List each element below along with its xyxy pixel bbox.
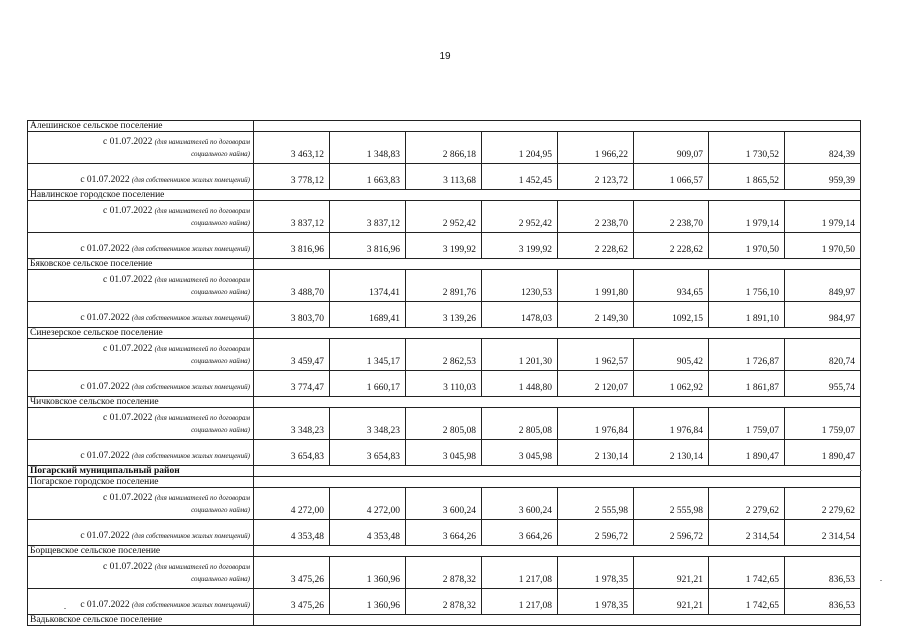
tariff-value-cell: 2 952,42 bbox=[406, 201, 482, 233]
tariff-value-cell: 1 348,83 bbox=[330, 132, 406, 164]
tariff-value-cell: 3 199,92 bbox=[406, 233, 482, 259]
tariff-value-cell: 2 596,72 bbox=[634, 520, 709, 546]
tariff-row bbox=[28, 201, 861, 233]
tariff-value-cell: 2 279,62 bbox=[785, 488, 861, 520]
header-spacer bbox=[254, 466, 861, 477]
tariff-value-cell: 1 756,10 bbox=[709, 270, 785, 302]
category-note: социального найма) bbox=[191, 150, 250, 158]
tariff-value-cell: 2 238,70 bbox=[634, 201, 709, 233]
category-note: социального найма) bbox=[191, 506, 250, 514]
tariff-value-cell: 1 976,84 bbox=[558, 408, 634, 440]
category-note: (для нанимателей по договорам bbox=[154, 414, 250, 422]
tariff-value-cell: 1 976,84 bbox=[634, 408, 709, 440]
tariff-value-cell: 2 862,53 bbox=[406, 339, 482, 371]
category-note: социального найма) bbox=[191, 575, 250, 583]
settlement-name: Вадьковское сельское поселение bbox=[28, 615, 254, 626]
header-spacer bbox=[254, 190, 861, 201]
tariff-value-cell: 909,07 bbox=[634, 132, 709, 164]
category-note: (для собственников жилых помещений) bbox=[131, 314, 250, 322]
tariff-value-cell: 1 204,95 bbox=[482, 132, 558, 164]
tariff-row bbox=[28, 520, 861, 546]
tariff-value-cell: 3 816,96 bbox=[254, 233, 330, 259]
category-note: (для собственников жилых помещений) bbox=[131, 532, 250, 540]
effective-date: с 01.07.2022 bbox=[103, 344, 153, 354]
tariff-value-cell: 1 970,50 bbox=[785, 233, 861, 259]
effective-date: с 01.07.2022 bbox=[103, 137, 153, 147]
tariff-value-cell: 1 360,96 bbox=[330, 589, 406, 615]
tariff-value-cell: 1 726,87 bbox=[709, 339, 785, 371]
tariff-value-cell: 905,42 bbox=[634, 339, 709, 371]
tariff-row bbox=[28, 371, 861, 397]
tariff-value-cell: 1 890,47 bbox=[785, 440, 861, 466]
tariff-value-cell: 2 805,08 bbox=[406, 408, 482, 440]
tariff-value-cell: 934,65 bbox=[634, 270, 709, 302]
tariff-value-cell: 1 345,17 bbox=[330, 339, 406, 371]
tariff-value-cell: 3 778,12 bbox=[254, 164, 330, 190]
district-name: Погарский муниципальный район bbox=[28, 466, 254, 477]
settlement-name: Навлинское городское поселение bbox=[28, 190, 254, 201]
tariff-value-cell: 1 970,50 bbox=[709, 233, 785, 259]
tariff-value-cell: 1 991,80 bbox=[558, 270, 634, 302]
tariff-row bbox=[28, 270, 861, 302]
effective-date: с 01.07.2022 bbox=[80, 531, 130, 541]
tariff-value-cell: 3 110,03 bbox=[406, 371, 482, 397]
tariff-value-cell: 2 314,54 bbox=[785, 520, 861, 546]
tariff-value-cell: 4 272,00 bbox=[254, 488, 330, 520]
tariff-value-cell: 3 837,12 bbox=[330, 201, 406, 233]
tariff-value-cell: 1230,53 bbox=[482, 270, 558, 302]
settlement-header-row bbox=[28, 477, 861, 488]
tariff-value-cell: 1 978,35 bbox=[558, 557, 634, 589]
tariff-value-cell: 2 130,14 bbox=[558, 440, 634, 466]
category-note: (для собственников жилых помещений) bbox=[131, 245, 250, 253]
tariff-value-cell: 836,53 bbox=[785, 589, 861, 615]
tariff-value-cell: 3 348,23 bbox=[330, 408, 406, 440]
tariff-value-cell: 1 448,80 bbox=[482, 371, 558, 397]
tariff-row bbox=[28, 302, 861, 328]
tariff-value-cell: 921,21 bbox=[634, 557, 709, 589]
tariff-value-cell: 1478,03 bbox=[482, 302, 558, 328]
tariff-value-cell: 2 228,62 bbox=[634, 233, 709, 259]
tariff-value-cell: 1 759,07 bbox=[785, 408, 861, 440]
tariff-value-cell: 3 803,70 bbox=[254, 302, 330, 328]
tariff-row-label bbox=[28, 589, 254, 615]
tariff-value-cell: 3 139,26 bbox=[406, 302, 482, 328]
category-note: социального найма) bbox=[191, 426, 250, 434]
tariff-value-cell: 3 600,24 bbox=[406, 488, 482, 520]
tariff-row-label bbox=[28, 164, 254, 190]
category-note: (для собственников жилых помещений) bbox=[131, 176, 250, 184]
tariff-value-cell: 1 979,14 bbox=[709, 201, 785, 233]
tariff-value-cell: 1 066,57 bbox=[634, 164, 709, 190]
tariff-value-cell: 2 555,98 bbox=[634, 488, 709, 520]
tariff-value-cell: 1 962,57 bbox=[558, 339, 634, 371]
tariff-value-cell: 2 149,30 bbox=[558, 302, 634, 328]
page-number: 19 bbox=[439, 51, 451, 62]
tariff-value-cell: 3 199,92 bbox=[482, 233, 558, 259]
scan-speck bbox=[880, 580, 882, 581]
tariff-value-cell: 4 272,00 bbox=[330, 488, 406, 520]
effective-date: с 01.07.2022 bbox=[103, 493, 153, 503]
effective-date: с 01.07.2022 bbox=[80, 382, 130, 392]
tariff-value-cell: 849,97 bbox=[785, 270, 861, 302]
tariff-value-cell: 2 596,72 bbox=[558, 520, 634, 546]
effective-date: с 01.07.2022 bbox=[80, 451, 130, 461]
tariff-row-label bbox=[28, 339, 254, 371]
tariff-value-cell: 2 123,72 bbox=[558, 164, 634, 190]
tariff-value-cell: 2 878,32 bbox=[406, 589, 482, 615]
category-note: (для нанимателей по договорам bbox=[154, 138, 250, 146]
tariff-row-label bbox=[28, 488, 254, 520]
category-note: (для нанимателей по договорам bbox=[154, 345, 250, 353]
tariff-value-cell: 1 759,07 bbox=[709, 408, 785, 440]
tariff-value-cell: 2 805,08 bbox=[482, 408, 558, 440]
tariff-value-cell: 1 978,35 bbox=[558, 589, 634, 615]
tariff-value-cell: 2 866,18 bbox=[406, 132, 482, 164]
settlement-header-row bbox=[28, 546, 861, 557]
tariff-value-cell: 824,39 bbox=[785, 132, 861, 164]
settlement-header-row bbox=[28, 259, 861, 270]
tariff-row bbox=[28, 339, 861, 371]
tariff-value-cell: 2 279,62 bbox=[709, 488, 785, 520]
tariff-value-cell: 2 314,54 bbox=[709, 520, 785, 546]
tariff-row bbox=[28, 488, 861, 520]
tariff-value-cell: 1 861,87 bbox=[709, 371, 785, 397]
tariff-value-cell: 921,21 bbox=[634, 589, 709, 615]
tariff-value-cell: 984,97 bbox=[785, 302, 861, 328]
settlement-header-row bbox=[28, 121, 861, 132]
category-note: (для нанимателей по договорам bbox=[154, 207, 250, 215]
tariff-row bbox=[28, 164, 861, 190]
header-spacer bbox=[254, 397, 861, 408]
tariff-value-cell: 1 742,65 bbox=[709, 589, 785, 615]
effective-date: с 01.07.2022 bbox=[103, 413, 153, 423]
tariff-row bbox=[28, 132, 861, 164]
tariff-value-cell: 3 664,26 bbox=[406, 520, 482, 546]
tariff-value-cell: 1 966,22 bbox=[558, 132, 634, 164]
settlement-name: Синезерское сельское поселение bbox=[28, 328, 254, 339]
tariff-table-sheet bbox=[27, 120, 860, 626]
category-note: социального найма) bbox=[191, 219, 250, 227]
tariff-row-label bbox=[28, 201, 254, 233]
tariff-value-cell: 3 475,26 bbox=[254, 589, 330, 615]
tariff-value-cell: 3 045,98 bbox=[406, 440, 482, 466]
tariff-value-cell: 1 890,47 bbox=[709, 440, 785, 466]
settlement-header-row bbox=[28, 397, 861, 408]
effective-date: с 01.07.2022 bbox=[80, 313, 130, 323]
tariff-row bbox=[28, 557, 861, 589]
tariff-value-cell: 3 348,23 bbox=[254, 408, 330, 440]
settlement-name: Алешинское сельское поселение bbox=[28, 121, 254, 132]
tariff-value-cell: 3 664,26 bbox=[482, 520, 558, 546]
tariff-value-cell: 1374,41 bbox=[330, 270, 406, 302]
tariff-value-cell: 3 488,70 bbox=[254, 270, 330, 302]
category-note: социального найма) bbox=[191, 357, 250, 365]
tariff-value-cell: 1 979,14 bbox=[785, 201, 861, 233]
tariff-value-cell: 3 600,24 bbox=[482, 488, 558, 520]
effective-date: с 01.07.2022 bbox=[80, 244, 130, 254]
effective-date: с 01.07.2022 bbox=[103, 206, 153, 216]
tariff-value-cell: 2 238,70 bbox=[558, 201, 634, 233]
tariff-value-cell: 836,53 bbox=[785, 557, 861, 589]
tariff-value-cell: 1 360,96 bbox=[330, 557, 406, 589]
tariff-value-cell: 1 201,30 bbox=[482, 339, 558, 371]
settlement-header-row bbox=[28, 615, 861, 626]
tariff-value-cell: 1 865,52 bbox=[709, 164, 785, 190]
category-note: (для собственников жилых помещений) bbox=[131, 383, 250, 391]
tariff-row-label bbox=[28, 408, 254, 440]
tariff-value-cell: 959,39 bbox=[785, 164, 861, 190]
header-spacer bbox=[254, 615, 861, 626]
tariff-value-cell: 1 730,52 bbox=[709, 132, 785, 164]
tariff-value-cell: 1 062,92 bbox=[634, 371, 709, 397]
tariff-value-cell: 2 555,98 bbox=[558, 488, 634, 520]
tariff-value-cell: 4 353,48 bbox=[330, 520, 406, 546]
tariff-value-cell: 1 660,17 bbox=[330, 371, 406, 397]
header-spacer bbox=[254, 259, 861, 270]
tariff-row-label bbox=[28, 132, 254, 164]
tariff-row bbox=[28, 408, 861, 440]
tariff-value-cell: 3 113,68 bbox=[406, 164, 482, 190]
category-note: (для собственников жилых помещений) bbox=[131, 452, 250, 460]
tariff-value-cell: 4 353,48 bbox=[254, 520, 330, 546]
effective-date: с 01.07.2022 bbox=[103, 562, 153, 572]
tariff-value-cell: 2 130,14 bbox=[634, 440, 709, 466]
tariff-row bbox=[28, 589, 861, 615]
tariff-value-cell: 1092,15 bbox=[634, 302, 709, 328]
category-note: (для собственников жилых помещений) bbox=[131, 601, 250, 609]
category-note: (для нанимателей по договорам bbox=[154, 494, 250, 502]
tariff-value-cell: 1 217,08 bbox=[482, 557, 558, 589]
tariff-value-cell: 2 228,62 bbox=[558, 233, 634, 259]
header-spacer bbox=[254, 328, 861, 339]
category-note: (для нанимателей по договорам bbox=[154, 276, 250, 284]
category-note: социального найма) bbox=[191, 288, 250, 296]
tariff-value-cell: 3 774,47 bbox=[254, 371, 330, 397]
header-spacer bbox=[254, 121, 861, 132]
tariff-row bbox=[28, 233, 861, 259]
category-note: (для нанимателей по договорам bbox=[154, 563, 250, 571]
tariff-row-label bbox=[28, 270, 254, 302]
scan-speck bbox=[64, 608, 66, 609]
tariff-value-cell: 1 217,08 bbox=[482, 589, 558, 615]
tariff-value-cell: 955,74 bbox=[785, 371, 861, 397]
tariff-table bbox=[27, 120, 861, 626]
tariff-value-cell: 2 891,76 bbox=[406, 270, 482, 302]
tariff-value-cell: 2 120,07 bbox=[558, 371, 634, 397]
scan-speck bbox=[860, 470, 862, 471]
tariff-row-label bbox=[28, 557, 254, 589]
tariff-value-cell: 3 045,98 bbox=[482, 440, 558, 466]
tariff-value-cell: 820,74 bbox=[785, 339, 861, 371]
effective-date: с 01.07.2022 bbox=[80, 600, 130, 610]
tariff-value-cell: 3 459,47 bbox=[254, 339, 330, 371]
tariff-row-label bbox=[28, 520, 254, 546]
tariff-value-cell: 3 654,83 bbox=[330, 440, 406, 466]
header-spacer bbox=[254, 477, 861, 488]
tariff-value-cell: 1 742,65 bbox=[709, 557, 785, 589]
tariff-value-cell: 3 816,96 bbox=[330, 233, 406, 259]
settlement-header-row bbox=[28, 328, 861, 339]
effective-date: с 01.07.2022 bbox=[103, 275, 153, 285]
tariff-value-cell: 1 891,10 bbox=[709, 302, 785, 328]
effective-date: с 01.07.2022 bbox=[80, 175, 130, 185]
tariff-value-cell: 3 837,12 bbox=[254, 201, 330, 233]
tariff-value-cell: 1 452,45 bbox=[482, 164, 558, 190]
district-header-row bbox=[28, 466, 861, 477]
tariff-row-label bbox=[28, 302, 254, 328]
tariff-value-cell: 1689,41 bbox=[330, 302, 406, 328]
settlement-name: Бяковское сельское поселение bbox=[28, 259, 254, 270]
settlement-name: Погарское городское поселение bbox=[28, 477, 254, 488]
table-body bbox=[28, 121, 861, 626]
tariff-value-cell: 1 663,83 bbox=[330, 164, 406, 190]
header-spacer bbox=[254, 546, 861, 557]
tariff-row-label bbox=[28, 233, 254, 259]
tariff-value-cell: 2 878,32 bbox=[406, 557, 482, 589]
tariff-value-cell: 3 463,12 bbox=[254, 132, 330, 164]
tariff-row-label bbox=[28, 440, 254, 466]
tariff-row-label bbox=[28, 371, 254, 397]
tariff-value-cell: 3 654,83 bbox=[254, 440, 330, 466]
settlement-header-row bbox=[28, 190, 861, 201]
settlement-name: Борщевское сельское поселение bbox=[28, 546, 254, 557]
settlement-name: Чичковское сельское поселение bbox=[28, 397, 254, 408]
tariff-value-cell: 3 475,26 bbox=[254, 557, 330, 589]
tariff-value-cell: 2 952,42 bbox=[482, 201, 558, 233]
tariff-row bbox=[28, 440, 861, 466]
